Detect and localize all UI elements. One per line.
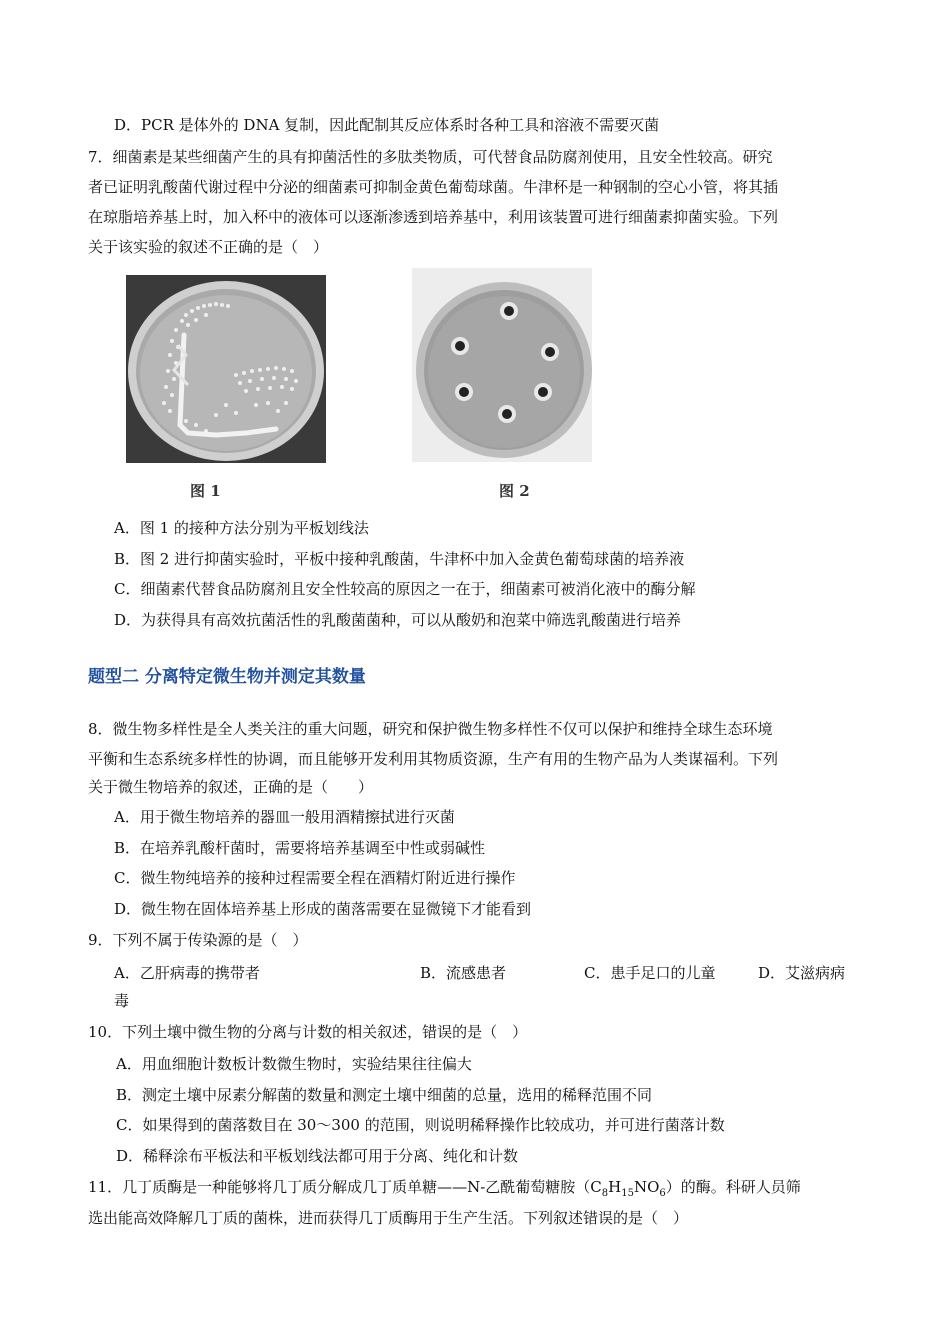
q8-stem-line-2: 平衡和生态系统多样性的协调，而且能够开发利用其物质资源，生产有用的生物产品为人类谋福利。下列 xyxy=(88,750,779,768)
q9-option-b: B．流感患者 xyxy=(420,964,507,982)
q10-option-a: A．用血细胞计数板计数微生物时，实验结果往往偏大 xyxy=(116,1055,472,1073)
q7-stem-line-3: 在琼脂培养基上时，加入杯中的液体可以逐渐渗透到培养基中，利用该装置可进行细菌素抑菌实验。下列 xyxy=(88,208,779,226)
formula-h-count: 15 xyxy=(621,1188,634,1199)
q10-option-c: C．如果得到的菌落数目在 30～300 的范围，则说明稀释操作比较成功，并可进行菌落计数 xyxy=(116,1116,725,1134)
formula-h: H xyxy=(608,1178,622,1196)
formula-no: NO xyxy=(633,1178,660,1196)
figure-2-caption: 图 2 xyxy=(499,482,530,500)
q7-option-d: D．为获得具有高效抗菌活性的乳酸菌菌种，可以从酸奶和泡菜中筛选乳酸菌进行培养 xyxy=(114,611,682,629)
q10-stem: 10．下列土壤中微生物的分离与计数的相关叙述，错误的是（ ） xyxy=(88,1023,528,1041)
q7-option-c: C．细菌素代替食品防腐剂且安全性较高的原因之一在于，细菌素可被消化液中的酶分解 xyxy=(114,580,696,598)
q8-option-a: A．用于微生物培养的器皿一般用酒精擦拭进行灭菌 xyxy=(114,808,455,826)
q7-stem-line-1: 7．细菌素是某些细菌产生的具有抑菌活性的多肽类物质，可代替食品防腐剂使用，且安全性较高。研究 xyxy=(88,148,773,166)
q11-stem-line-1-start: 11．几丁质酶是一种能够将几丁质分解成几丁质单糖——N-乙酰葡萄糖胺（C xyxy=(88,1178,602,1196)
q7-stem-line-2: 者已证明乳酸菌代谢过程中分泌的细菌素可抑制金黄色葡萄球菌。牛津杯是一种钢制的空心小管，将其插 xyxy=(88,178,779,196)
q9-option-d-continued: 毒 xyxy=(114,992,130,1010)
formula-o-count: 6 xyxy=(659,1188,666,1199)
q11-stem-line-1-end: ）的酶。科研人员筛 xyxy=(665,1178,801,1196)
q6-option-d: D．PCR 是体外的 DNA 复制，因此配制其反应体系时各种工具和溶液不需要灭菌 xyxy=(114,116,660,134)
q11-stem-line-2: 选出能高效降解几丁质的菌株，进而获得几丁质酶用于生产生活。下列叙述错误的是（ ） xyxy=(88,1209,689,1227)
q9-option-a: A．乙肝病毒的携带者 xyxy=(114,964,260,982)
q7-stem-line-4: 关于该实验的叙述不正确的是（ ） xyxy=(88,238,329,256)
figure-2-oxford-cup-plate xyxy=(412,268,592,462)
q10-option-d: D．稀释涂布平板法和平板划线法都可用于分离、纯化和计数 xyxy=(116,1147,519,1165)
q9-stem: 9．下列不属于传染源的是（ ） xyxy=(88,931,308,949)
q9-option-d: D．艾滋病病 xyxy=(758,964,846,982)
q10-option-b: B．测定土壤中尿素分解菌的数量和测定土壤中细菌的总量，选用的稀释范围不同 xyxy=(116,1086,653,1104)
formula-c-count: 8 xyxy=(601,1188,609,1199)
q8-stem-line-1: 8．微生物多样性是全人类关注的重大问题，研究和保护微生物多样性不仅可以保护和维持全球生态环境 xyxy=(88,720,773,738)
q8-stem-line-3: 关于微生物培养的叙述，正确的是（ ） xyxy=(88,778,374,796)
q9-option-c: C．患手足口的儿童 xyxy=(584,964,716,982)
section-heading: 题型二 分离特定微生物并测定其数量 xyxy=(88,667,366,687)
figure-1-streak-plate xyxy=(126,275,326,463)
q8-option-b: B．在培养乳酸杆菌时，需要将培养基调至中性或弱碱性 xyxy=(114,839,486,857)
figure-1-caption: 图 1 xyxy=(190,482,221,500)
q7-option-b: B．图 2 进行抑菌实验时，平板中接种乳酸菌，牛津杯中加入金黄色葡萄球菌的培养液 xyxy=(114,550,685,568)
q8-option-d: D．微生物在固体培养基上形成的菌落需要在显微镜下才能看到 xyxy=(114,900,532,918)
q8-option-c: C．微生物纯培养的接种过程需要全程在酒精灯附近进行操作 xyxy=(114,869,516,887)
q11-stem-line-1 xyxy=(88,1176,801,1198)
q7-option-a: A．图 1 的接种方法分别为平板划线法 xyxy=(114,519,369,537)
